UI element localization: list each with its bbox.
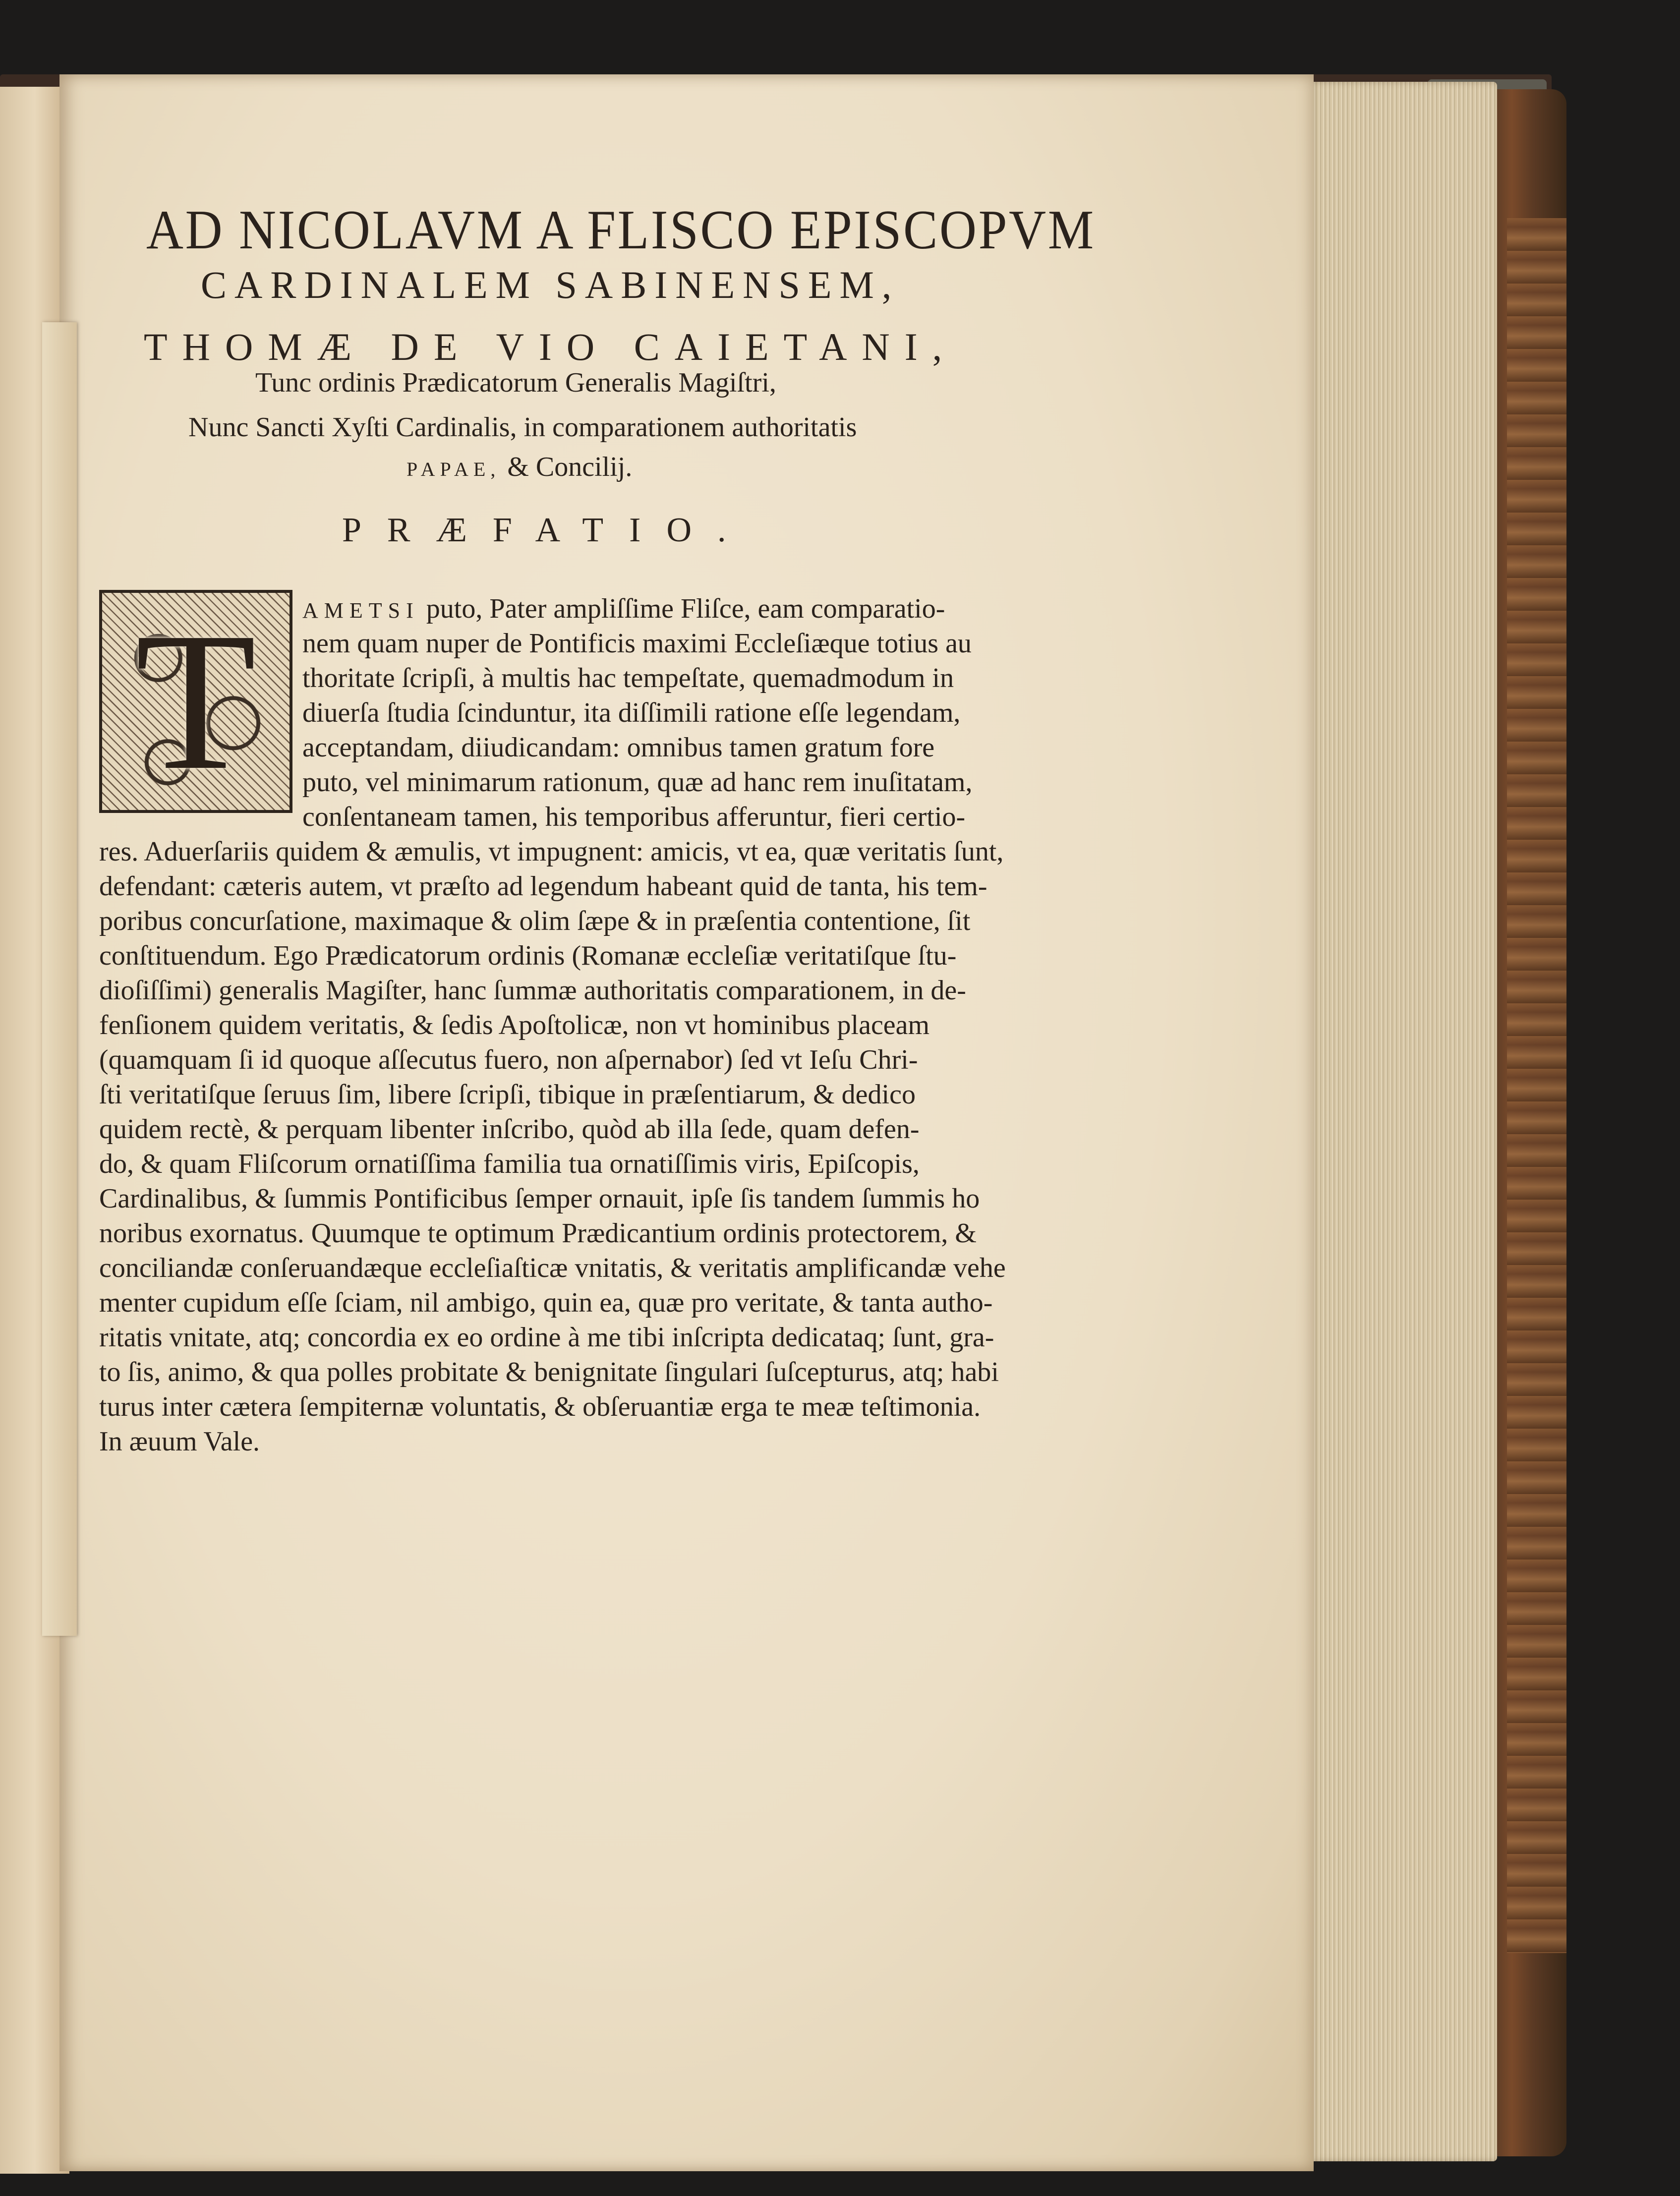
subtitle-rest: & Concilij.	[500, 452, 633, 482]
body-line-3: thoritate ſcripſi, à multis hac tempeſtate, quemadmodum in	[302, 663, 954, 693]
body-line-1	[302, 595, 945, 623]
body-line-21: menter cupidum eſſe ſciam, nil ambigo, quin ea, quæ pro veritate, & tanta autho-	[99, 1287, 993, 1318]
body-line-12: dioſiſſimi) generalis Magiſter, hanc ſummæ authoritatis comparationem, in de-	[99, 975, 966, 1006]
body-line-23: to ſis, animo, & qua polles probitate & benignitate ſingulari ſuſcepturus, atq; habi	[99, 1357, 999, 1387]
body-line-15: ſti veritatiſque ſeruus ſim, libere ſcripſi, tibique in præſentiarum, & dedico	[99, 1079, 916, 1110]
body-line-18: Cardinalibus, & ſummis Pontificibus ſemper ornauit, ipſe ſis tandem ſummis ho	[99, 1183, 980, 1214]
body-line-8: res. Aduerſariis quidem & æmulis, vt impugnent: amicis, vt ea, quæ veritatis ſunt,	[99, 836, 1004, 867]
body-line-13: fenſionem quidem veritatis, & ſedis Apoſtolicæ, non vt hominibus placeam	[99, 1010, 930, 1040]
marbled-paper-pattern	[1507, 218, 1566, 1953]
body-line-6: puto, vel minimarum rationum, quæ ad hanc rem inuſitatam,	[302, 767, 973, 798]
body-line-5: acceptandam, diiudicandam: omnibus tamen gratum fore	[302, 732, 935, 763]
body-line-7: conſentaneam tamen, his temporibus afferuntur, fieri certio-	[302, 802, 966, 832]
page-text	[59, 74, 1314, 2171]
body-line-17: do, & quam Fliſcorum ornatiſſima familia tua ornatiſſimis viris, Epiſcopis,	[99, 1149, 920, 1179]
decorated-initial	[99, 590, 292, 813]
body-line-19: noribus exornatus. Quumque te optimum Prædicantium ordinis protectorem, &	[99, 1218, 977, 1249]
body-line-4: diuerſa ſtudia ſcinduntur, ita diſſimili ratione eſſe legendam,	[302, 697, 961, 728]
body-line-20: conciliandæ conſeruandæque eccleſiaſticæ vnitatis, & veritatis amplificandæ vehe	[99, 1253, 1006, 1283]
body-line-25: In æuum Vale.	[99, 1426, 260, 1457]
title-line-1: AD NICOLAVM A FLISCO EPISCOPVM	[146, 199, 1096, 261]
body-line-9: defendant: cæteris autem, vt præſto ad legendum habeant quid de tanta, his tem-	[99, 871, 987, 902]
body-line-14: (quamquam ſi id quoque aſſecutus fuero, non aſpernabor) ſed vt Ieſu Chri-	[99, 1044, 918, 1075]
subtitle-caps: PAPAE,	[406, 458, 501, 480]
subtitle-line-1: Tunc ordinis Prædicatorum Generalis Magiſtri,	[255, 367, 776, 398]
author-line: THOMÆ DE VIO CAIETANI,	[144, 325, 957, 368]
title-line-2: CARDINALEM SABINENSEM,	[201, 263, 900, 306]
first-word: AMETSI	[302, 598, 419, 623]
body-line-10: poribus concurſatione, maximaque & olim ſæpe & in præſentia contentione, ſit	[99, 906, 971, 936]
initial-letter: T	[135, 591, 257, 811]
body-line-1-text: puto, Pater ampliſſime Fliſce, eam comparatio-	[419, 593, 945, 624]
body-line-11: conſtituendum. Ego Prædicatorum ordinis (Romanæ eccleſiæ veritatiſque ſtu-	[99, 940, 957, 971]
body-line-24: turus inter cætera ſempiternæ voluntatis, & obſeruantiæ erga te meæ teſtimonia.	[99, 1391, 981, 1422]
page-fore-edge	[1309, 82, 1497, 2161]
subtitle-line-2: Nunc Sancti Xyſti Cardinalis, in comparationem authoritatis	[188, 412, 857, 443]
body-line-22: ritatis vnitate, atq; concordia ex eo ordine à me tibi inſcripta dedicataq; ſunt, gra-	[99, 1322, 994, 1353]
body-line-2: nem quam nuper de Pontificis maximi Eccleſiæque totius au	[302, 628, 972, 659]
body-line-16: quidem rectè, & perquam libenter inſcribo, quòd ab illa ſede, quam defen-	[99, 1114, 920, 1145]
subtitle-line-3	[406, 451, 632, 483]
section-heading: PRÆFATIO.	[342, 511, 752, 549]
